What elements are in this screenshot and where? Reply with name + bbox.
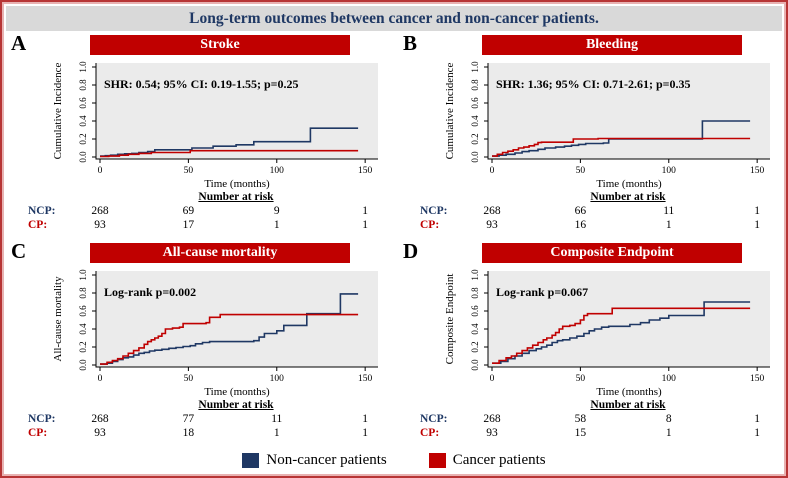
y-tick-label: 0.4: [470, 115, 480, 127]
risk-count: 1: [273, 427, 280, 439]
ncp-color-swatch: [242, 453, 259, 468]
x-tick-label: 150: [750, 166, 765, 176]
y-axis-label: Composite Endpoint: [444, 273, 456, 365]
x-axis-label: Time (months): [596, 386, 662, 398]
risk-count: 93: [486, 219, 498, 231]
y-tick-label: 0.8: [470, 287, 480, 299]
risk-count: 268: [483, 413, 501, 425]
x-tick-label: 0: [489, 374, 495, 384]
stat-annotation: Log-rank p=0.002: [104, 285, 197, 299]
panel-stroke: [6, 33, 396, 239]
y-tick-label: 0.8: [78, 79, 88, 91]
y-tick-label: 0.6: [78, 305, 88, 317]
cp-label: CP:: [420, 427, 440, 439]
risk-count: 268: [483, 205, 501, 217]
y-tick-label: 0.2: [78, 341, 88, 353]
composite-plot: [440, 265, 788, 399]
y-tick-label: 0.2: [78, 133, 88, 145]
risk-count: 1: [362, 205, 369, 217]
risk-count: 17: [182, 219, 195, 231]
y-tick-label: 0.6: [470, 305, 480, 317]
mortality-plot: [48, 265, 400, 399]
y-tick-label: 1.0: [470, 269, 480, 281]
panel-title-composite: Composite Endpoint: [482, 243, 742, 263]
figure-title: Long-term outcomes between cancer and non-cancer patients.: [6, 6, 782, 31]
cp-label: CP:: [28, 427, 48, 439]
legend-item-cancer: [429, 452, 546, 469]
risk-count: 77: [182, 413, 195, 425]
y-tick-label: 0.0: [470, 151, 480, 163]
ncp-label: NCP:: [28, 413, 56, 425]
number-at-risk-header: Number at risk: [590, 399, 666, 411]
panel-all-cause-mortality: [6, 241, 396, 447]
y-tick-label: 0.0: [78, 359, 88, 371]
x-tick-label: 50: [183, 374, 194, 384]
x-tick-label: 50: [183, 166, 194, 176]
panel-title-bleeding: Bleeding: [482, 35, 742, 55]
cp-label: CP:: [420, 219, 440, 231]
x-tick-label: 100: [269, 166, 284, 176]
x-tick-label: 150: [358, 166, 373, 176]
risk-count: 268: [91, 205, 109, 217]
y-tick-label: 0.0: [470, 359, 480, 371]
stat-annotation: SHR: 1.36; 95% CI: 0.71-2.61; p=0.35: [496, 77, 691, 91]
stat-annotation: Log-rank p=0.067: [496, 285, 589, 299]
legend-item-non-cancer: [242, 452, 386, 469]
legend: [2, 448, 786, 472]
risk-count: 15: [574, 427, 587, 439]
y-tick-label: 0.2: [470, 341, 480, 353]
x-tick-label: 0: [489, 166, 495, 176]
ncp-risk-row: [6, 205, 396, 218]
legend-label: Non-cancer patients: [266, 451, 387, 468]
panel-letter: A: [11, 31, 27, 55]
number-at-risk-header: Number at risk: [198, 191, 274, 203]
risk-count: 9: [273, 205, 280, 217]
risk-count: 93: [94, 427, 106, 439]
y-tick-label: 0.8: [78, 287, 88, 299]
panel-letter: D: [403, 239, 419, 263]
cp-label: CP:: [28, 219, 48, 231]
x-tick-label: 100: [661, 374, 676, 384]
risk-count: 1: [362, 427, 369, 439]
risk-count: 1: [754, 205, 761, 217]
y-tick-label: 0.8: [470, 79, 480, 91]
risk-count: 16: [574, 219, 587, 231]
ncp-label: NCP:: [28, 205, 56, 217]
ncp-risk-row: [398, 413, 788, 426]
risk-count: 1: [754, 413, 761, 425]
y-tick-label: 0.6: [470, 97, 480, 109]
cp-risk-row: [6, 427, 396, 440]
risk-count: 58: [574, 413, 587, 425]
risk-count: 1: [362, 219, 369, 231]
bleeding-plot: [440, 57, 788, 191]
y-tick-label: 0.4: [470, 323, 480, 335]
cp-risk-row: [6, 219, 396, 232]
y-tick-label: 1.0: [78, 269, 88, 281]
x-tick-label: 50: [575, 166, 586, 176]
x-axis-label: Time (months): [596, 178, 662, 190]
number-at-risk-header: Number at risk: [590, 191, 666, 203]
y-tick-label: 1.0: [78, 61, 88, 73]
y-tick-label: 0.6: [78, 97, 88, 109]
y-tick-label: 0.4: [78, 115, 88, 127]
risk-count: 69: [182, 205, 195, 217]
y-axis-label: Cumulative Incidence: [52, 62, 64, 160]
risk-count: 93: [486, 427, 498, 439]
x-axis-label: Time (months): [204, 178, 270, 190]
legend-label: Cancer patients: [452, 451, 546, 468]
panel-composite-endpoint: [398, 241, 788, 447]
risk-count: 66: [574, 205, 587, 217]
x-tick-label: 100: [661, 166, 676, 176]
x-tick-label: 50: [575, 374, 586, 384]
cp-risk-row: [398, 219, 788, 232]
x-tick-label: 100: [269, 374, 284, 384]
risk-count: 8: [665, 413, 672, 425]
risk-count: 1: [754, 219, 761, 231]
y-tick-label: 0.0: [78, 151, 88, 163]
risk-count: 11: [271, 413, 283, 425]
y-tick-label: 0.2: [470, 133, 480, 145]
risk-count: 1: [362, 413, 369, 425]
panel-title-mortality: All-cause mortality: [90, 243, 350, 263]
x-axis-label: Time (months): [204, 386, 270, 398]
risk-count: 1: [273, 219, 280, 231]
stroke-plot: [48, 57, 400, 191]
risk-count: 1: [665, 219, 672, 231]
risk-count: 93: [94, 219, 106, 231]
ncp-risk-row: [398, 205, 788, 218]
panel-title-stroke: Stroke: [90, 35, 350, 55]
ncp-label: NCP:: [420, 413, 448, 425]
cp-color-swatch: [429, 453, 446, 468]
risk-count: 268: [91, 413, 109, 425]
ncp-risk-row: [6, 413, 396, 426]
stat-annotation: SHR: 0.54; 95% CI: 0.19-1.55; p=0.25: [104, 77, 299, 91]
risk-count: 18: [182, 427, 195, 439]
x-tick-label: 0: [97, 166, 103, 176]
y-tick-label: 1.0: [470, 61, 480, 73]
y-tick-label: 0.4: [78, 323, 88, 335]
number-at-risk-header: Number at risk: [198, 399, 274, 411]
risk-count: 1: [665, 427, 672, 439]
ncp-label: NCP:: [420, 205, 448, 217]
risk-count: 11: [663, 205, 675, 217]
cp-risk-row: [398, 427, 788, 440]
x-tick-label: 0: [97, 374, 103, 384]
x-tick-label: 150: [750, 374, 765, 384]
y-axis-label: Cumulative Incidence: [444, 62, 456, 160]
y-axis-label: All-cause mortality: [52, 276, 64, 362]
panel-bleeding: [398, 33, 788, 239]
x-tick-label: 150: [358, 374, 373, 384]
panel-letter: B: [403, 31, 418, 55]
risk-count: 1: [754, 427, 761, 439]
panel-letter: C: [11, 239, 27, 263]
